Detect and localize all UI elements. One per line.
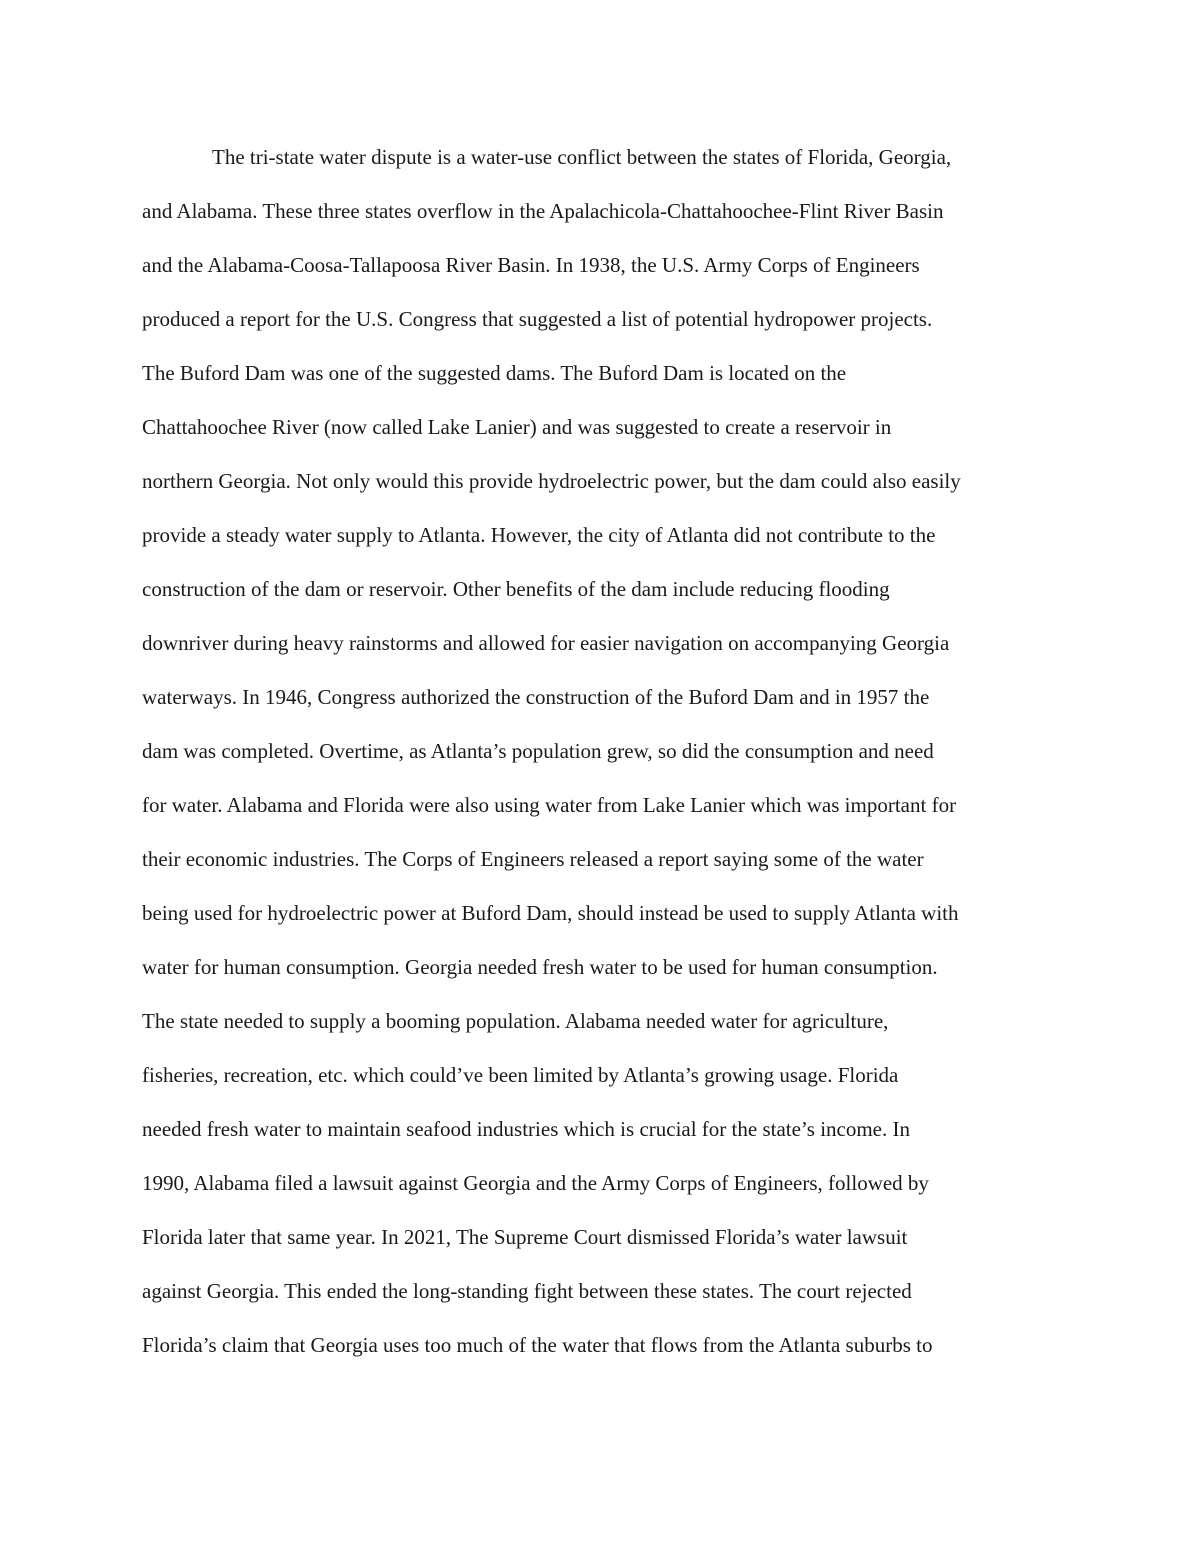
text-line: needed fresh water to maintain seafood industries which is crucial for the state’s income. In	[142, 1117, 910, 1141]
text-line: downriver during heavy rainstorms and allowed for easier navigation on accompanying Georgia	[142, 631, 950, 655]
text-line: waterways. In 1946, Congress authorized the construction of the Buford Dam and in 1957 the	[142, 685, 930, 709]
body-paragraph	[142, 138, 1062, 1380]
text-line: 1990, Alabama filed a lawsuit against Georgia and the Army Corps of Engineers, followed by	[142, 1171, 929, 1195]
text-line: and the Alabama-Coosa-Tallapoosa River Basin. In 1938, the U.S. Army Corps of Engineers	[142, 253, 920, 277]
text-line: fisheries, recreation, etc. which could’ve been limited by Atlanta’s growing usage. Florida	[142, 1063, 899, 1087]
text-line: northern Georgia. Not only would this provide hydroelectric power, but the dam could also easily	[142, 469, 961, 493]
text-line: The Buford Dam was one of the suggested dams. The Buford Dam is located on the	[142, 361, 847, 385]
text-line: produced a report for the U.S. Congress that suggested a list of potential hydropower projects.	[142, 307, 933, 331]
text-line: Chattahoochee River (now called Lake Lanier) and was suggested to create a reservoir in	[142, 415, 892, 439]
text-line: Florida later that same year. In 2021, The Supreme Court dismissed Florida’s water lawsuit	[142, 1225, 908, 1249]
text-line: water for human consumption. Georgia needed fresh water to be used for human consumption.	[142, 955, 938, 979]
text-line: against Georgia. This ended the long-standing fight between these states. The court rejected	[142, 1279, 912, 1303]
text-line: their economic industries. The Corps of Engineers released a report saying some of the water	[142, 847, 924, 871]
text-line: provide a steady water supply to Atlanta. However, the city of Atlanta did not contribute to the	[142, 523, 936, 547]
text-line: dam was completed. Overtime, as Atlanta’s population grew, so did the consumption and need	[142, 739, 934, 763]
text-line: Florida’s claim that Georgia uses too much of the water that flows from the Atlanta suburbs to	[142, 1333, 933, 1357]
text-line: and Alabama. These three states overflow in the Apalachicola-Chattahoochee-Flint River Basin	[142, 199, 944, 223]
text-line: being used for hydroelectric power at Buford Dam, should instead be used to supply Atlanta with	[142, 901, 959, 925]
text-line: for water. Alabama and Florida were also using water from Lake Lanier which was important for	[142, 793, 957, 817]
text-line: The tri-state water dispute is a water-use conflict between the states of Florida, Georgia,	[212, 145, 952, 169]
text-line: The state needed to supply a booming population. Alabama needed water for agriculture,	[142, 1009, 889, 1033]
text-line: construction of the dam or reservoir. Other benefits of the dam include reducing flooding	[142, 577, 890, 601]
